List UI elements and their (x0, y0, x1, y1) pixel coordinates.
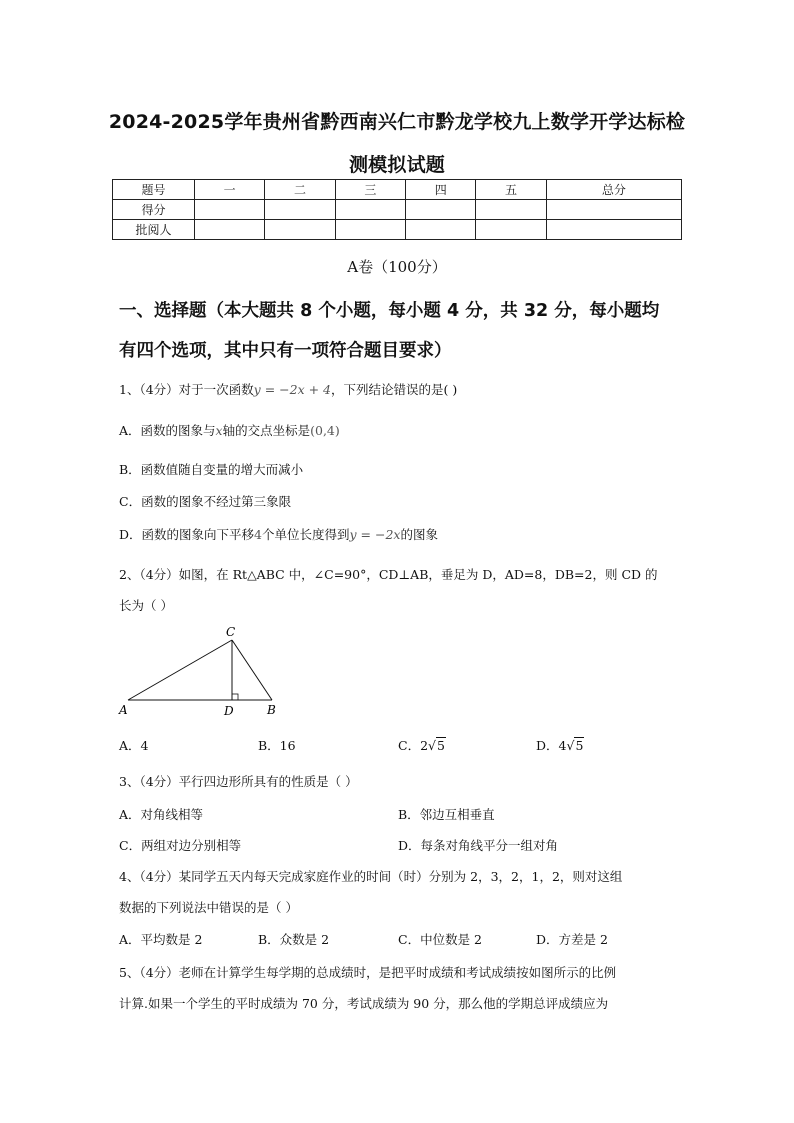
q3-option-a[interactable]: A．对角线相等 (119, 807, 204, 822)
score-table-col-2: 二 (265, 180, 335, 200)
score-table (112, 179, 682, 240)
right-angle-mark (232, 694, 238, 700)
score-table-row-reviewer (113, 220, 682, 240)
q3-option-c[interactable]: C．两组对边分别相等 (119, 838, 242, 853)
score-cell[interactable] (476, 200, 546, 220)
segment-cb (232, 640, 272, 700)
label-b: B (267, 703, 276, 717)
score-cell[interactable] (546, 200, 681, 220)
q2-option-d-radicand: 5 (575, 738, 584, 753)
label-a: A (119, 703, 128, 717)
section1-heading-line2: 有四个选项，其中只有一项符合题目要求） (119, 341, 452, 361)
q1-option-d[interactable] (119, 525, 438, 543)
q1-formula: y = −2x + 4 (253, 382, 331, 397)
q1-suffix: ，下列结论错误的是( ) (331, 382, 458, 397)
q1-option-d-text: D．函数的图象向下平移 (119, 527, 255, 542)
score-table-row-header (113, 180, 682, 200)
q2-option-a[interactable]: A．4 (119, 738, 149, 753)
score-table-col-total: 总分 (546, 180, 681, 200)
section-a-heading: A卷（100分） (347, 258, 447, 276)
score-table-row-label: 批阅人 (113, 220, 195, 240)
q1-prefix: 1、（4分）对于一次函数 (119, 382, 254, 397)
q2-stem-line2: 长为（ ） (119, 598, 173, 613)
score-table-col-4: 四 (406, 180, 476, 200)
q5-stem-line2: 计算.如果一个学生的平时成绩为 70 分，考试成绩为 90 分，那么他的学期总评成绩应为 (119, 996, 609, 1011)
q4-stem-line2: 数据的下列说法中错误的是（ ） (119, 900, 298, 915)
q2-option-b[interactable]: B．16 (258, 738, 296, 753)
q2-option-c[interactable] (398, 736, 446, 754)
q2-option-c-coef: C．2 (398, 738, 429, 753)
q1-option-d-formula: y = −2x (349, 527, 401, 542)
q2-option-d-coef: D．4 (536, 738, 567, 753)
q5-stem-line1: 5、（4分）老师在计算学生每学期的总成绩时，是把平时成绩和考试成绩按如图所示的比例 (119, 965, 617, 980)
sqrt-sign: √5 (566, 738, 584, 753)
score-table-col-5: 五 (476, 180, 546, 200)
q1-option-d-suffix: 的图象 (400, 527, 438, 542)
q1-option-b[interactable]: B．函数值随自变量的增大而减小 (119, 462, 304, 477)
score-cell[interactable] (265, 200, 335, 220)
score-table-row-score (113, 200, 682, 220)
reviewer-cell[interactable] (335, 220, 405, 240)
section1-heading-line1: 一、选择题（本大题共 8 个小题，每小题 4 分，共 32 分，每小题均 (119, 301, 660, 321)
score-table-row-label: 题号 (113, 180, 195, 200)
q1-option-c[interactable]: C．函数的图象不经过第三象限 (119, 494, 292, 509)
q2-stem-line1: 2、（4分）如图，在 Rt△ABC 中，∠C=90°，CD⊥AB，垂足为 D，AD=8，DB=2，则 CD 的 (119, 567, 658, 582)
q2-triangle-figure (116, 620, 296, 720)
score-cell[interactable] (335, 200, 405, 220)
score-cell[interactable] (195, 200, 265, 220)
q3-option-b[interactable]: B．邻边互相垂直 (398, 807, 495, 822)
q1-option-a-text: A．函数的图象与 (119, 423, 216, 438)
reviewer-cell[interactable] (406, 220, 476, 240)
q3-stem: 3、（4分）平行四边形所具有的性质是（ ） (119, 774, 358, 789)
score-cell[interactable] (406, 200, 476, 220)
q3-option-d[interactable]: D．每条对角线平分一组对角 (398, 838, 559, 853)
score-table-col-1: 一 (195, 180, 265, 200)
q2-option-c-radicand: 5 (437, 738, 445, 753)
q1-option-a-mid: 轴的交点坐标是 (222, 423, 311, 438)
label-c: C (226, 625, 236, 639)
q1-option-a[interactable] (119, 421, 340, 439)
exam-title-line2: 测模拟试题 (348, 154, 445, 176)
q4-option-c[interactable]: C．中位数是 2 (398, 932, 482, 947)
q1-option-a-point: (0,4) (310, 423, 340, 438)
q4-option-d[interactable]: D．方差是 2 (536, 932, 608, 947)
q1-stem (119, 380, 457, 398)
reviewer-cell[interactable] (265, 220, 335, 240)
exam-title-line1: 2024-2025学年贵州省黔西南兴仁市黔龙学校九上数学开学达标检 (108, 111, 686, 133)
reviewer-cell[interactable] (476, 220, 546, 240)
q4-option-b[interactable]: B．众数是 2 (258, 932, 330, 947)
q1-option-d-mid: 个单位长度得到 (261, 527, 350, 542)
score-table-col-3: 三 (335, 180, 405, 200)
sqrt-sign: √5 (428, 738, 445, 753)
segment-ac (128, 640, 232, 700)
q1-option-d-num: 4 (254, 527, 262, 542)
score-table-row-label: 得分 (113, 200, 195, 220)
reviewer-cell[interactable] (546, 220, 681, 240)
q4-option-a[interactable]: A．平均数是 2 (119, 932, 203, 947)
label-d: D (224, 704, 234, 718)
q1-option-a-var: x (215, 423, 223, 438)
q4-stem-line1: 4、（4分）某同学五天内每天完成家庭作业的时间（时）分别为 2，3，2，1，2，则对这组 (119, 869, 623, 884)
q2-option-d[interactable] (536, 736, 584, 754)
reviewer-cell[interactable] (195, 220, 265, 240)
